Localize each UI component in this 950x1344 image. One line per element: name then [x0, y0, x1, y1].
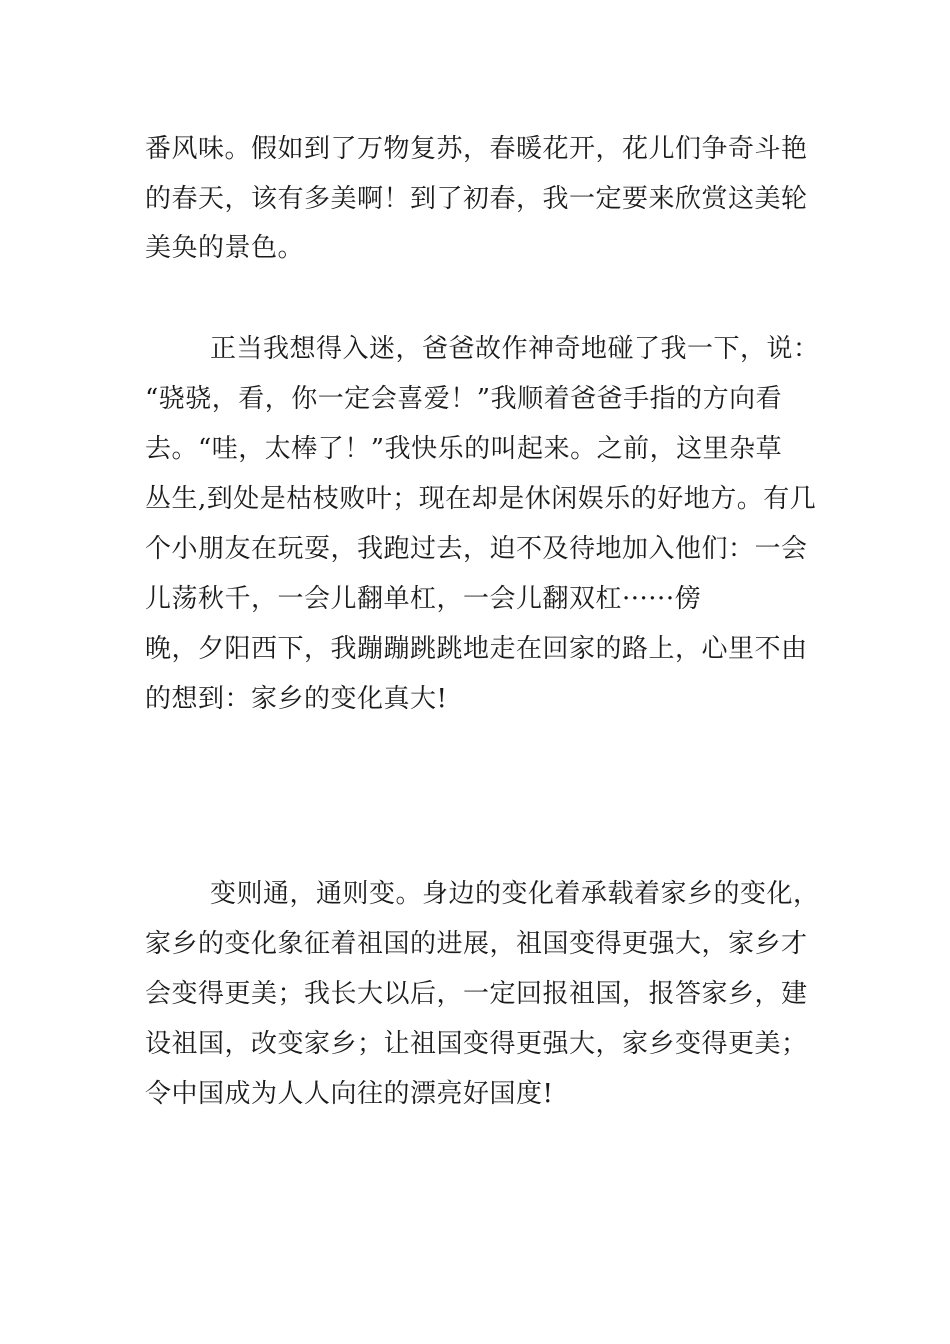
- paragraph-line: 会变得更美；我长大以后，一定回报祖国，报答家乡，建: [145, 979, 808, 1009]
- paragraph-line: 家乡的变化象征着祖国的进展，祖国变得更强大，家乡才: [145, 929, 808, 959]
- paragraph-line: 儿荡秋千，一会儿翻单杠，一会儿翻双杠······傍: [145, 584, 702, 614]
- paragraph-line: 的春天，该有多美啊！到了初春，我一定要来欣赏这美轮: [145, 184, 808, 214]
- paragraph-line: “骁骁，看，你一定会喜爱！”我顺着爸爸手指的方向看: [145, 384, 783, 414]
- paragraph-line: 丛生,到处是枯枝败叶；现在却是休闲娱乐的好地方。有几: [145, 484, 817, 514]
- paragraph-line: 个小朋友在玩耍，我跑过去，迫不及待地加入他们：一会: [145, 534, 808, 564]
- paragraph-line: 令中国成为人人向往的漂亮好国度!: [145, 1079, 554, 1109]
- paragraph-line: 的想到：家乡的变化真大!: [145, 684, 448, 714]
- paragraph-line: 设祖国，改变家乡；让祖国变得更强大，家乡变得更美；: [145, 1029, 808, 1059]
- paragraph-line: 去。“哇，太棒了！”我快乐的叫起来。之前，这里杂草: [145, 434, 783, 464]
- paragraph-line: 晚，夕阳西下，我蹦蹦跳跳地走在回家的路上，心里不由: [145, 634, 808, 664]
- paragraph-line: 正当我想得入迷，爸爸故作神奇地碰了我一下，说：: [210, 334, 820, 364]
- paragraph-line: 美奂的景色。: [145, 233, 305, 263]
- paragraph-line: 变则通，通则变。身边的变化着承载着家乡的变化，: [210, 879, 820, 909]
- paragraph-line: 番风味。假如到了万物复苏，春暖花开，花儿们争奇斗艳: [145, 134, 808, 164]
